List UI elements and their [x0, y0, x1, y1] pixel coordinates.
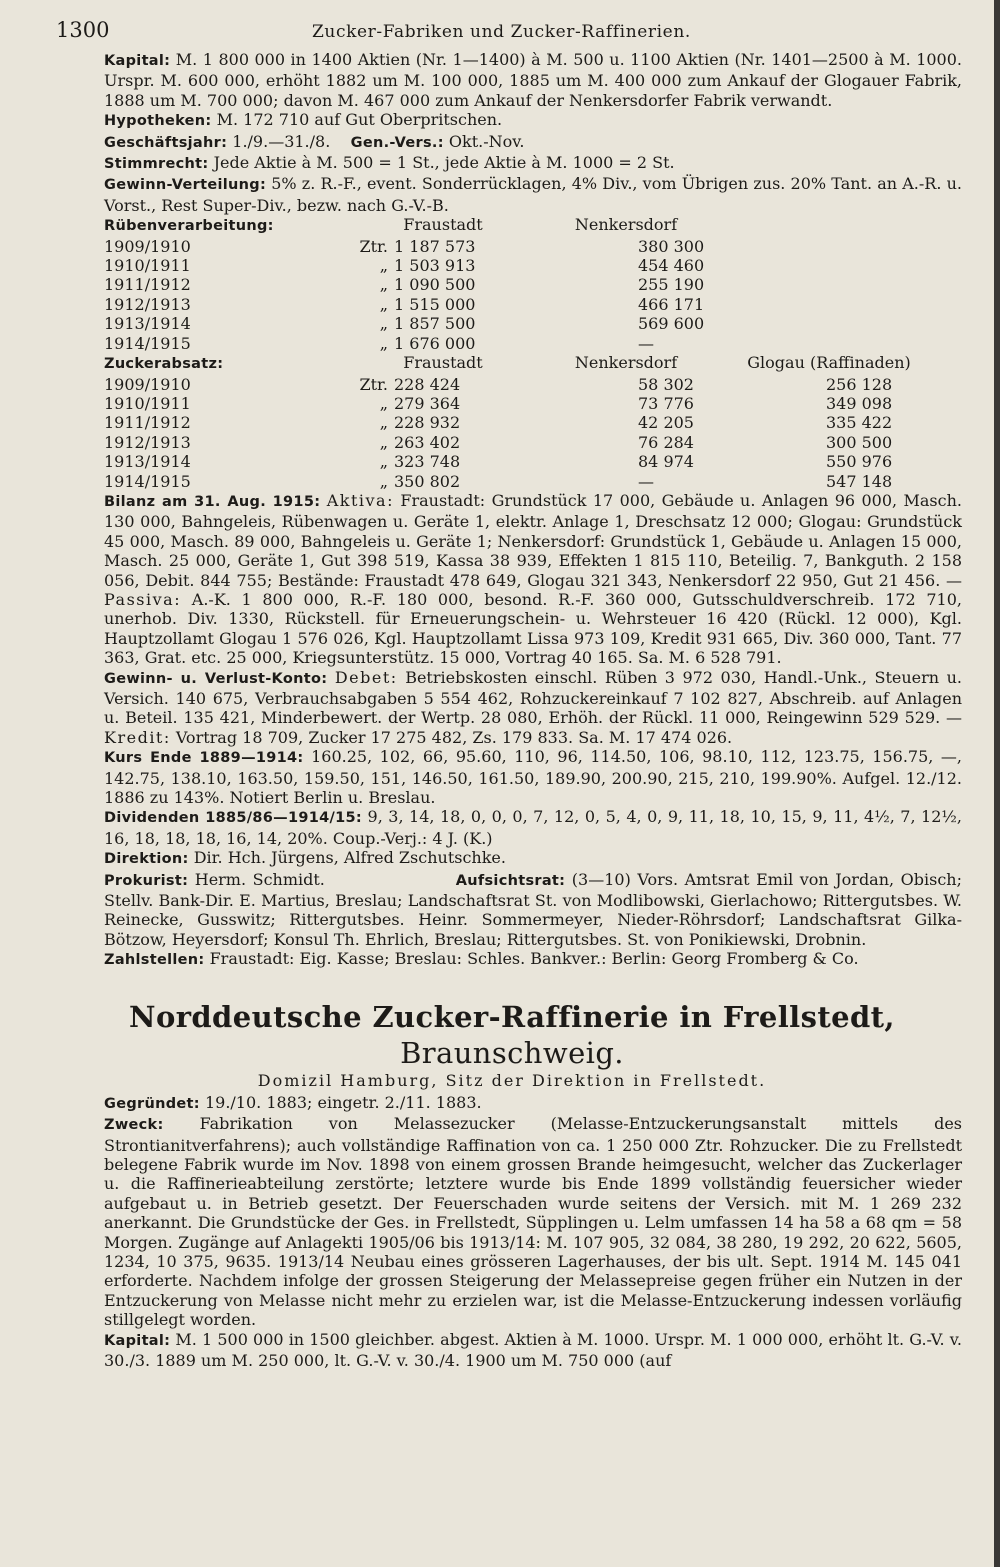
gewinn-verteilung-label: Gewinn-Verteilung: [104, 177, 267, 194]
table-row [104, 314, 714, 333]
value-cell: 547 148 [826, 471, 893, 491]
value-cell: 255 190 [638, 275, 705, 295]
value-cell: 42 205 [638, 413, 694, 433]
aufsichtsrat-label: Aufsichtsrat: [455, 872, 566, 889]
year-cell: 1911/1912 [104, 413, 191, 433]
gewinn-verteilung-text: 5% z. R.-F., event. Sonderrücklagen, 4% Div., vom Übrigen zus. 20% Tant. an A.-R. u. Vorst., Rest Super-Div., bezw. nach G.-V.-B. [104, 174, 962, 215]
gewinn-verlust-label: Gewinn- u. Verlust-Konto: [104, 670, 328, 687]
value-cell: 263 402 [394, 432, 461, 452]
column-header: Nenkersdorf [574, 353, 678, 373]
column-header: Nenkersdorf [574, 215, 678, 235]
company-title-place: Braunschweig. [400, 1035, 624, 1070]
kredit-text: Vortrag 18 709, Zucker 17 275 482, Zs. 179 833. Sa. M. 17 474 026. [175, 727, 733, 747]
gegruendet-label: Gegründet: [104, 1095, 200, 1112]
year-cell: 1914/1915 [104, 471, 191, 491]
zahlstellen-text: Fraustadt: Eig. Kasse; Breslau: Schles. Bankver.: Berlin: Georg Fromberg & Co. [209, 949, 859, 969]
kapital-label: Kapital: [104, 53, 171, 69]
value-cell: 73 776 [638, 393, 694, 413]
bilanz-aktiva-text: Fraustadt: Grundstück 17 000, Gebäude u. Anlagen 96 000, Masch. 130 000, Bahngeleis, Rübenwagen u. Geräte 1, elektr. Anlage 1, Dreschsatz 12 000; Glogau: Grundstück 45 000, Masch. 89 000, Bahngeleis u. Geräte 1; Nenkersdorf: Grundstück 1, Gebäude u. Anlagen 15 000, Masch. 25 000, Geräte 1, Gut 398 519, Kassa 38 939, Effekten 1 815 110, Beteilig. 7, Bankguth. 2 158 056, Debit. 844 755; Bestände: Fraustadt 478 649, Glogau 321 343, Nenkersdorf 22 950, Gut 21 456. — [104, 490, 962, 590]
value-cell: 84 974 [638, 452, 694, 472]
page-header [56, 16, 962, 50]
prokurist-aufsichtsrat-paragraph [62, 870, 962, 950]
company-title [62, 999, 962, 1071]
gen-vers-label: Gen.-Vers.: [350, 134, 444, 151]
kapital-text-2: M. 1 500 000 in 1500 gleichber. abgest. Aktien à M. 1000. Urspr. M. 1 000 000, erhöht lt. G.-V. v. 30./3. 1889 um M. 250 000, lt. G.-V. v. 30./4. 1900 um M. 750 000 (auf [104, 1329, 962, 1370]
gewinn-verlust-paragraph [62, 668, 962, 748]
unit-cell: „ [379, 471, 388, 491]
value-cell [348, 295, 538, 314]
zuckerabsatz-table [104, 353, 944, 491]
stimmrecht-label: Stimmrecht: [104, 156, 209, 173]
passiva-label: Passiva: [104, 589, 182, 609]
direktion-paragraph [62, 848, 962, 869]
value-cell: 335 422 [826, 413, 893, 433]
value-cell: — [638, 333, 654, 353]
value-cell: 323 748 [394, 452, 461, 472]
value-cell [348, 472, 538, 491]
page-number: 1300 [56, 18, 110, 42]
value-cell [348, 452, 538, 471]
table-row [104, 452, 944, 471]
value-cell: 349 098 [826, 393, 893, 413]
zweck-text: Fabrikation von Melassezucker (Melasse-Entzuckerungsanstalt mittels des Strontianitverfahrens); auch vollständige Raffination von ca. 1 250 000 Ztr. Rohzucker. Die zu Frellstedt belegene Fabrik wurde im Nov. 1898 von einem grossen Brande heimgesucht, welcher das Zuckerlager u. die Raffinerieabteilung zerstörte; letztere wurde bis Ende 1899 vollständig feuersicher wieder aufgebaut u. in Betrieb gesetzt. Der Feuerschaden wurde seitens der Versich. mit M. 1 269 232 anerkannt. Die Grundstücke der Ges. in Frellstedt, Süpplingen u. Lelm umfassen 14 ha 58 a 68 qm = 58 Morgen. Zugänge auf Anlagekti 1905/06 bis 1913/14: M. 107 905, 32 084, 38 280, 19 292, 20 622, 5605, 1234, 10 375, 9635. 1913/14 Neubau eines grösseren Lagerhauses, der bis ult. Sept. 1914 M. 145 041 erforderte. Nachdem infolge der grossen Steigerung der Melassepreise gegen früher ein Nutzen in der Entzuckerung von Melasse nicht mehr zu erzielen war, ist die Melasse-Entzuckerung indessen vorläufig stillgelegt worden. [104, 1114, 962, 1330]
dividenden-paragraph [62, 807, 962, 848]
year-cell: 1913/1914 [104, 314, 191, 334]
aufsichtsrat-text: (3—10) Vors. Amtsrat Emil von Jordan, Obisch; Stellv. Bank-Dir. E. Martius, Breslau; Landschaftsrat St. von Modlibowski, Gierlachowo; Rittergutsbes. W. Reinecke, Gusswitz; Rittergutsbes. Heinr. Sommermeyer, Nieder-Röhrsdorf; Landschaftsrat Gilka-Bötzow, Heyersdorf; Konsul Th. Ehrlich, Breslau; Rittergutsbes. St. von Ponikiewski, Drobnin. [104, 869, 962, 949]
table-row [104, 237, 714, 256]
gewinn-verteilung-paragraph [62, 174, 962, 215]
value-cell: 1 090 500 [394, 275, 476, 295]
value-cell: 76 284 [638, 432, 694, 452]
hypotheken-label: Hypotheken: [104, 113, 212, 130]
kapital-label-2: Kapital: [104, 1332, 171, 1349]
table-row [104, 472, 944, 491]
zahlstellen-label: Zahlstellen: [104, 952, 205, 969]
table-row [104, 256, 714, 275]
value-cell [348, 256, 538, 275]
zuckerabsatz-rows [104, 375, 944, 491]
geschaeftsjahr-paragraph [62, 132, 962, 153]
zweck-paragraph [62, 1114, 962, 1329]
table-row [104, 394, 944, 413]
unit-cell: Ztr. [359, 236, 388, 256]
year-cell: 1914/1915 [104, 333, 191, 353]
year-cell: 1909/1910 [104, 374, 191, 394]
unit-cell: „ [379, 294, 388, 314]
unit-cell: „ [379, 393, 388, 413]
unit-cell: „ [379, 432, 388, 452]
column-header: Fraustadt [403, 215, 483, 235]
value-cell [348, 413, 538, 432]
bilanz-paragraph [62, 491, 962, 668]
table-row [104, 295, 714, 314]
unit-cell: „ [379, 256, 388, 276]
value-cell [348, 375, 538, 394]
unit-cell: „ [379, 275, 388, 295]
bilanz-label: Bilanz am 31. Aug. 1915: [104, 493, 321, 510]
unit-cell: „ [379, 452, 388, 472]
ruebenverarbeitung-table [104, 215, 714, 353]
column-header: Glogau (Raffinaden) [747, 353, 911, 373]
kapital-text: M. 1 800 000 in 1400 Aktien (Nr. 1—1400) à M. 500 u. 1100 Aktien (Nr. 1401—2500 à M. 1000. Urspr. M. 600 000, erhöht 1882 um M. 100 000, 1885 um M. 400 000 zum Ankauf der Glogauer Fabrik, 1888 um M. 700 000; davon M. 467 000 zum Ankauf der Nenkersdorfer Fabrik verwandt. [104, 50, 962, 110]
table-row [104, 275, 714, 294]
zahlstellen-paragraph [62, 949, 962, 970]
value-cell: 1 503 913 [394, 256, 476, 276]
gegruendet-text: 19./10. 1883; eingetr. 2./11. 1883. [204, 1092, 482, 1112]
value-cell: 569 600 [638, 314, 705, 334]
direktion-label: Direktion: [104, 851, 189, 868]
value-cell: 1 187 573 [394, 236, 476, 256]
unit-cell: „ [379, 413, 388, 433]
value-cell [348, 433, 538, 452]
debet-label: Debet: [334, 667, 398, 687]
year-cell: 1911/1912 [104, 275, 191, 295]
value-cell: 380 300 [638, 236, 705, 256]
year-cell: 1912/1913 [104, 294, 191, 314]
value-cell: 58 302 [638, 374, 694, 394]
value-cell: 300 500 [826, 432, 893, 452]
kapital-paragraph-2 [62, 1330, 962, 1371]
unit-cell: Ztr. [359, 374, 388, 394]
unit-cell: „ [379, 333, 388, 353]
table-row [104, 334, 714, 353]
value-cell: 466 171 [638, 294, 705, 314]
value-cell [348, 314, 538, 333]
value-cell [348, 394, 538, 413]
prokurist-text: Herm. Schmidt. [194, 869, 325, 889]
company-title-main: Norddeutsche Zucker-Raffinerie in Frellstedt, [129, 999, 895, 1034]
value-cell [348, 275, 538, 294]
dividenden-text: 9, 3, 14, 18, 0, 0, 0, 7, 12, 0, 5, 4, 0, 9, 11, 18, 10, 15, 9, 11, 4½, 7, 12½, 16, 18, 18, 18, 16, 14, 20%. Coup.-Verj.: 4 J. (K.) [104, 807, 962, 848]
zweck-label: Zweck: [104, 1117, 164, 1134]
value-cell [348, 334, 538, 353]
page-edge [994, 0, 1000, 1567]
kredit-label: Kredit: [104, 727, 171, 747]
value-cell: 228 932 [394, 413, 461, 433]
ruebenverarbeitung-rows [104, 237, 714, 353]
year-cell: 1910/1911 [104, 393, 191, 413]
unit-cell: „ [379, 314, 388, 334]
value-cell: 228 424 [394, 374, 461, 394]
kurs-text: 160.25, 102, 66, 95.60, 110, 96, 114.50, 106, 98.10, 112, 123.75, 156.75, —, 142.75, 138.10, 163.50, 159.50, 151, 146.50, 161.50, 189.90, 200.90, 215, 210, 199.90%. Aufgel. 12./12. 1886 zu 143%. Notiert Berlin u. Breslau. [104, 747, 962, 808]
kurs-paragraph [62, 747, 962, 807]
year-cell: 1910/1911 [104, 256, 191, 276]
gen-vers-text: Okt.-Nov. [448, 131, 525, 151]
stimmrecht-text: Jede Aktie à M. 500 = 1 St., jede Aktie à M. 1000 = 2 St. [213, 153, 675, 173]
hypotheken-text: M. 172 710 auf Gut Oberpritschen. [216, 110, 503, 130]
debet-text: Betriebskosten einschl. Rüben 3 972 030, Handl.-Unk., Steuern u. Versich. 140 675, Verbrauchsabgaben 5 554 462, Rohzuckereinkauf 7 102 827, Abschreib. auf Anlagen u. Beteil. 135 421, Minderbewert. der Wertp. 28 080, Erhöh. der Rückl. 11 000, Reingewinn 529 529. — [104, 667, 963, 728]
running-title: Zucker-Fabriken und Zucker-Raffinerien. [312, 22, 691, 42]
geschaeftsjahr-label: Geschäftsjahr: [104, 134, 228, 151]
value-cell: 1 515 000 [394, 294, 476, 314]
column-header: Fraustadt [403, 353, 483, 373]
prokurist-label: Prokurist: [104, 872, 189, 889]
table-row [104, 433, 944, 452]
ruebenverarbeitung-label: Rübenverarbeitung: [104, 218, 274, 235]
value-cell: 550 976 [826, 452, 893, 472]
table-header-row [104, 353, 944, 374]
table-header-row [104, 215, 714, 236]
value-cell: 1 857 500 [394, 314, 476, 334]
value-cell: 279 364 [394, 393, 461, 413]
kurs-label: Kurs Ende 1889—1914: [104, 750, 304, 767]
year-cell: 1913/1914 [104, 452, 191, 472]
stimmrecht-paragraph [62, 153, 962, 174]
year-cell: 1912/1913 [104, 432, 191, 452]
kapital-paragraph [62, 50, 962, 110]
value-cell: 1 676 000 [394, 333, 476, 353]
value-cell: 454 460 [638, 256, 705, 276]
gegruendet-paragraph [62, 1093, 962, 1114]
geschaeftsjahr-text: 1./9.—31./8. [232, 131, 331, 151]
domizil-line: Domizil Hamburg, Sitz der Direktion in Frellstedt. [257, 1070, 767, 1090]
zuckerabsatz-label: Zuckerabsatz: [104, 356, 224, 373]
value-cell: 256 128 [826, 374, 893, 394]
value-cell [348, 237, 538, 256]
table-row [104, 375, 944, 394]
year-cell: 1909/1910 [104, 236, 191, 256]
table-row [104, 413, 944, 432]
hypotheken-paragraph [62, 110, 962, 131]
value-cell: 350 802 [394, 471, 461, 491]
dividenden-label: Dividenden 1885/86—1914/15: [104, 810, 363, 827]
aktiva-label: Aktiva: [326, 490, 394, 510]
bilanz-passiva-text: A.-K. 1 800 000, R.-F. 180 000, besond. R.-F. 360 000, Gutsschuldverschreib. 172 710, unerhob. Div. 1330, Rückstell. für Erneuerungschein- u. Wehrsteuer 16 420 (Rückl. 12 000), Kgl. Hauptzollamt Glogau 1 576 026, Kgl. Hauptzollamt Lissa 973 109, Kredit 931 665, Div. 360 000, Tant. 77 363, Grat. etc. 25 000, Kriegsunterstütz. 15 000, Vortrag 40 165. Sa. M. 6 528 791. [104, 589, 962, 668]
direktion-text: Dir. Hch. Jürgens, Alfred Zschutschke. [193, 848, 506, 868]
value-cell: — [638, 471, 654, 491]
